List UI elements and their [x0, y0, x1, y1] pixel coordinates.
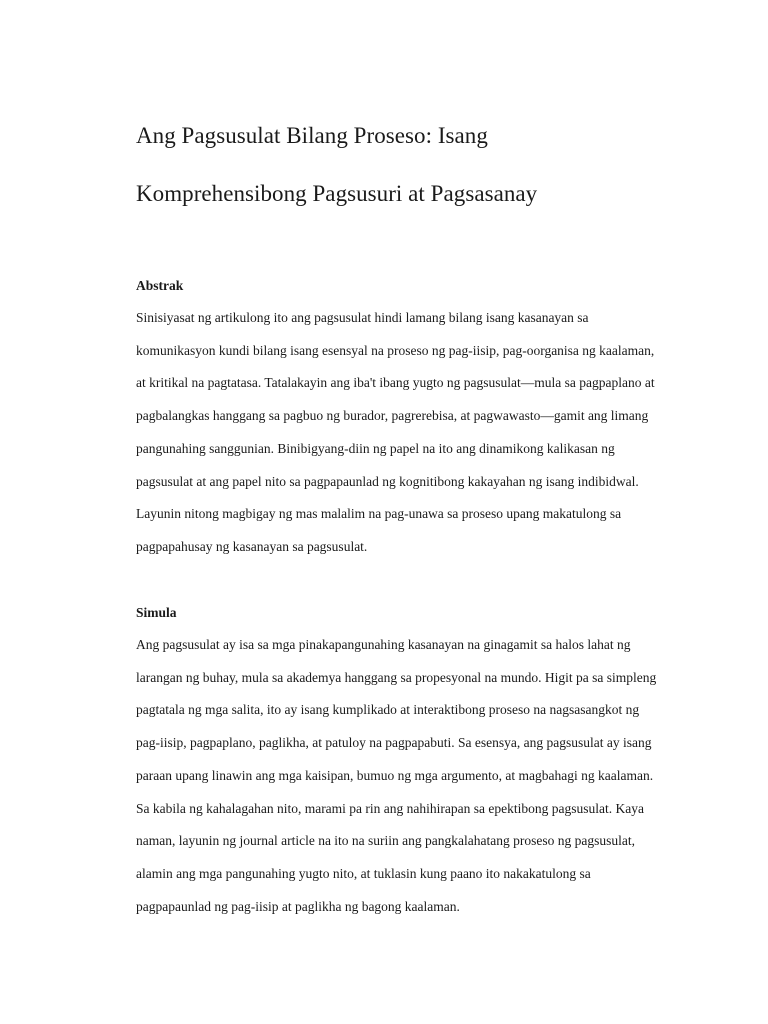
- simula-line: paraan upang linawin ang mga kaisipan, bumuo ng mga argumento, at magbahagi ng kaalaman.: [136, 767, 654, 783]
- simula-line: pagtatala ng mga salita, ito ay isang kumplikado at interaktibong proseso na nagsasangkot ng: [136, 702, 640, 718]
- simula-line: alamin ang mga pangunahing yugto nito, at tuklasin kung paano ito nakakatulong sa: [136, 865, 591, 881]
- abstract-line: pagpapahusay ng kasanayan sa pagsusulat.: [136, 538, 368, 554]
- simula-line: pag-iisip, pagpaplano, paglikha, at patuloy na pagpapabuti. Sa esensya, ang pagsusulat ay isang: [136, 735, 652, 751]
- abstract-line: at kritikal na pagtatasa. Tatalakayin ang iba't ibang yugto ng pagsusulat—mula sa pagpaplano at: [136, 375, 655, 391]
- abstract-line: Sinisiyasat ng artikulong ito ang pagsusulat hindi lamang bilang isang kasanayan sa: [136, 310, 589, 325]
- abstract-line: Layunin nitong magbigay ng mas malalim na pag-unawa sa proseso upang makatulong sa: [136, 506, 622, 522]
- paper-title-line-1: Ang Pagsusulat Bilang Proseso: Isang: [136, 123, 488, 148]
- simula-line: naman, layunin ng journal article na ito na suriin ang pangkalahatang proseso ng pagsusulat,: [136, 833, 635, 849]
- abstract-line: pagbalangkas hanggang sa pagbuo ng burador, pagrerebisa, at pagwawasto—gamit ang limang: [136, 408, 649, 424]
- paper-title-line-2: Komprehensibong Pagsusuri at Pagsasanay: [136, 181, 538, 206]
- abstract-line: pagsusulat at ang papel nito sa pagpapaunlad ng kognitibong kakayahan ng isang indibidwal.: [136, 473, 639, 489]
- abstract-paragraph: [136, 302, 696, 564]
- abstract-line: pangunahing sanggunian. Binibigyang-diin ng papel na ito ang dinamikong kalikasan ng: [136, 440, 615, 456]
- simula-line: Sa kabila ng kahalagahan nito, marami pa rin ang nahihirapan sa epektibong pagsusulat. Kaya: [136, 800, 644, 816]
- abstract-line: komunikasyon kundi bilang isang esensyal na proseso ng pag-iisip, pag-oorganisa ng kaalaman,: [136, 342, 655, 358]
- simula-line: Ang pagsusulat ay isa sa mga pinakapangunahing kasanayan na ginagamit sa halos lahat ng: [136, 637, 631, 652]
- simula-line: larangan ng buhay, mula sa akademya hanggang sa propesyonal na mundo. Higit pa sa simpleng: [136, 669, 657, 685]
- section-heading-abstract: Abstrak: [136, 278, 184, 293]
- simula-paragraph: [136, 629, 696, 923]
- simula-line: pagpapaunlad ng pag-iisip at paglikha ng bagong kaalaman.: [136, 898, 460, 914]
- section-heading-simula: Simula: [136, 605, 177, 620]
